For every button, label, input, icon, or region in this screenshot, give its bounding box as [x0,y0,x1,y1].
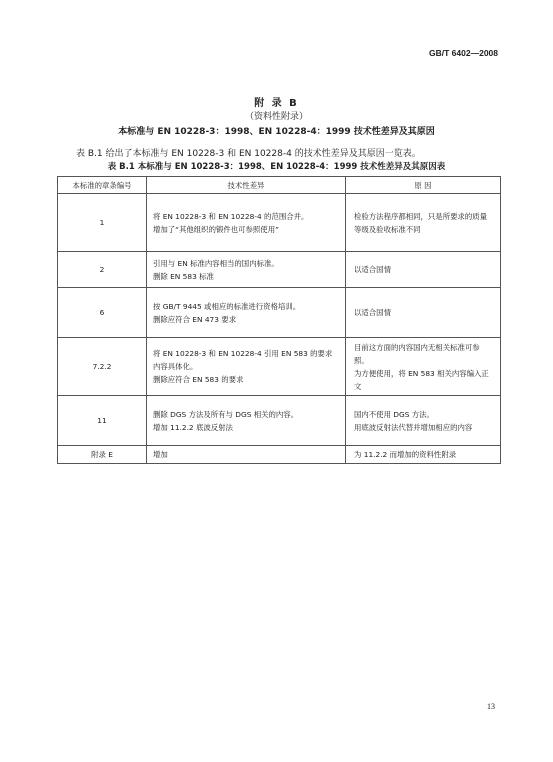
reason-line: 国内不使用 DGS 方法。 [354,409,434,419]
clause-cell: 2 [58,252,147,288]
reason-line: 为 11.2.2 而增加的资料性附录 [354,450,457,459]
reasons-cell [346,194,501,252]
reason-line: 用底波反射法代替并增加相应的内容 [354,422,473,432]
page-number: 13 [487,702,495,711]
difference-line: 删除 DGS 方法及所有与 DGS 相关的内容。 [153,409,299,419]
differences-cell [147,252,346,288]
differences-cell [147,338,346,396]
table-row [58,396,501,446]
clause-cell: 11 [58,396,147,446]
header-clause: 本标准的章条编号 [58,177,147,194]
header-reasons: 原 因 [346,177,501,194]
difference-line: 删除应符合 EN 473 要求 [153,314,237,324]
reasons-cell [346,288,501,338]
clause-cell: 6 [58,288,147,338]
standard-code: GB/T 6402—2008 [429,48,498,58]
table-caption: 表 B.1 本标准与 EN 10228-3：1998、EN 10228-4：1999 技术性差异及其原因表 [107,162,446,172]
reason-line: 目前这方面的内容国内无相关标准可参照。 [354,342,480,365]
clause-cell: 附录 E [58,446,147,464]
difference-line: 将 EN 10228-3 和 EN 10228-4 的范围合并。 [153,211,309,221]
appendix-heading: 本标准与 EN 10228-3：1998、EN 10228-4：1999 技术性差异及其原因 [118,127,435,137]
intro-text: 表 B.1 给出了本标准与 EN 10228-3 和 EN 10228-4 的技术性差异及其原因一览表。 [76,149,421,159]
reasons-cell [346,396,501,446]
table-header-row [58,177,501,194]
table-row [58,252,501,288]
appendix-title: 附 录 B [254,98,299,109]
difference-line: 将 EN 10228-3 和 EN 10228-4 引用 EN 583 的要求内容具体化。 [153,349,333,371]
reasons-cell [346,338,501,396]
table-row [58,338,501,396]
table-row [58,446,501,464]
differences-cell [147,194,346,252]
table-row [58,194,501,252]
clause-cell: 1 [58,194,147,252]
difference-line: 引用与 EN 标准内容相当的国内标准。 [153,258,279,268]
clause-cell: 7.2.2 [58,338,147,396]
reasons-cell [346,252,501,288]
differences-cell [147,396,346,446]
difference-line: 增加 11.2.2 底波反射法 [153,422,233,432]
header-differences: 技术性差异 [147,177,346,194]
reason-line: 检验方法程序都相同，只是所要求的质量等级及验收标准不同 [354,211,488,234]
difference-line: 删除 EN 583 标准 [153,271,214,281]
reason-line: 以适合国情 [354,308,391,317]
table-row [58,288,501,338]
reason-line: 以适合国情 [354,265,391,274]
differences-table [57,176,501,464]
differences-cell [147,446,346,464]
difference-line: 增加 [153,450,168,459]
difference-line: 增加了“其他组织的锻件也可参照使用” [153,224,279,234]
differences-cell [147,288,346,338]
difference-line: 删除应符合 EN 583 的要求 [153,375,244,384]
reasons-cell [346,446,501,464]
reason-line: 为方便使用，将 EN 583 相关内容编入正文 [354,368,489,391]
appendix-subtitle: （资料性附录） [244,112,308,122]
difference-line: 按 GB/T 9445 或相应的标准进行资格培训。 [153,301,301,311]
